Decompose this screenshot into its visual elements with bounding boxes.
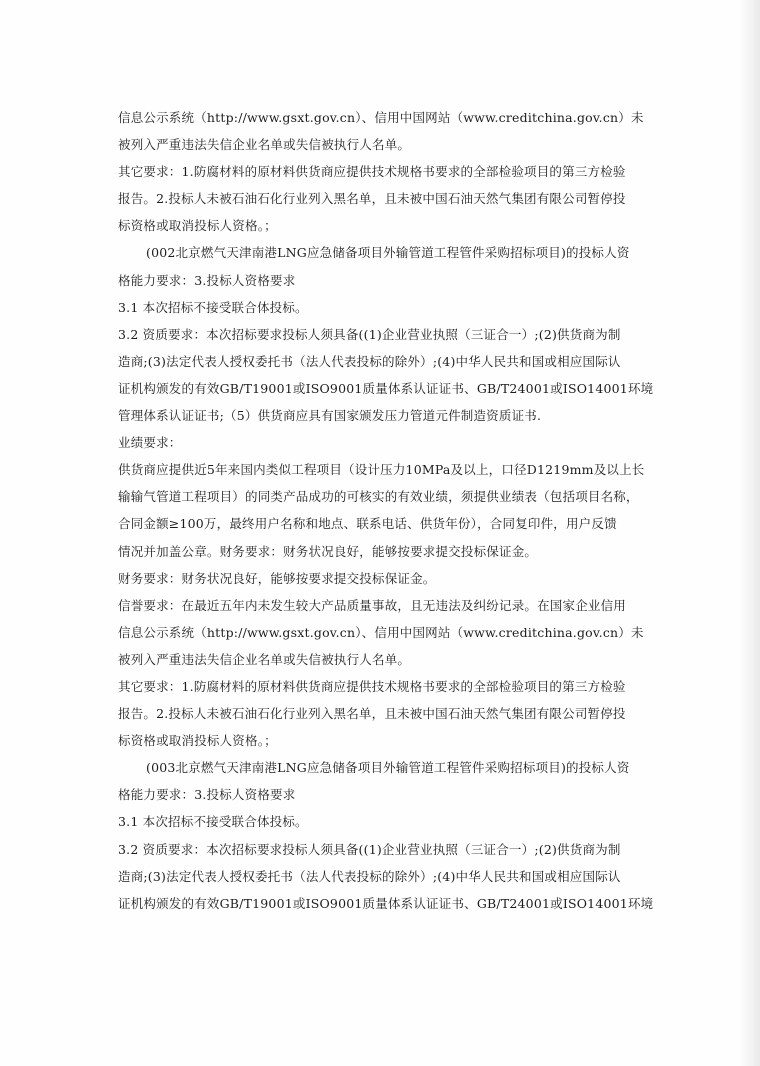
page-edge-shadow	[738, 0, 760, 1066]
text-line: 合同金额≥100万，最终用户名称和地点、联系电话、供货年份），合同复印件，用户反馈	[118, 516, 617, 532]
text-line: 供货商应提供近5年来国内类似工程项目（设计压力10MPa及以上，口径D1219mm及以上长	[118, 462, 645, 478]
text-line: 报告。2.投标人未被石油石化行业列入黑名单，且未被中国石油天然气集团有限公司暂停投	[118, 706, 626, 722]
text-line: 报告。2.投标人未被石油石化行业列入黑名单，且未被中国石油天然气集团有限公司暂停投	[118, 191, 626, 207]
text-line: 证机构颁发的有效GB/T19001或ISO9001质量体系认证证书、GB/T24001或ISO14001环境	[118, 895, 654, 911]
text-line: 业绩要求：	[118, 435, 182, 451]
text-line: 其它要求：1.防腐材料的原材料供货商应提供技术规格书要求的全部检验项目的第三方检验	[118, 678, 626, 694]
text-line: 3.2 资质要求：本次招标要求投标人须具备((1)企业营业执照（三证合一）;(2)供货商为制	[118, 326, 621, 342]
text-line: 信息公示系统（http://www.gsxt.gov.cn）、信用中国网站（www.creditchina.gov.cn）未	[118, 624, 644, 640]
text-line: 情况并加盖公章。财务要求：财务状况良好，能够按要求提交投标保证金。	[118, 543, 538, 559]
text-line: 3.2 资质要求：本次招标要求投标人须具备((1)企业营业执照（三证合一）;(2)供货商为制	[118, 841, 621, 857]
text-line: 标资格或取消投标人资格。；	[118, 218, 277, 234]
text-line: 格能力要求：3.投标人资格要求	[118, 272, 296, 288]
text-line: 信誉要求：在最近五年内未发生较大产品质量事故，且无违法及纠纷记录。在国家企业信用	[118, 597, 627, 613]
text-line: 证机构颁发的有效GB/T19001或ISO9001质量体系认证证书、GB/T24001或ISO14001环境	[118, 380, 654, 396]
text-line: 被列入严重违法失信企业名单或失信被执行人名单。	[118, 137, 411, 153]
text-line: 造商;(3)法定代表人授权委托书（法人代表投标的除外）;(4)中华人民共和国或相应国际认	[118, 353, 621, 369]
text-line: 标资格或取消投标人资格。；	[118, 733, 277, 749]
text-line: 3.1 本次招标不接受联合体投标。	[118, 814, 308, 830]
text-line: 格能力要求：3.投标人资格要求	[118, 787, 296, 803]
text-line: 输输气管道工程项目）的同类产品成功的可核实的有效业绩，须提供业绩表（包括项目名称，	[118, 489, 639, 505]
text-line: 被列入严重违法失信企业名单或失信被执行人名单。	[118, 651, 411, 667]
text-line: 管理体系认证证书;（5）供货商应具有国家颁发压力管道元件制造资质证书.	[118, 408, 542, 424]
text-line: (002北京燃气天津南港LNG应急储备项目外输管道工程管件采购招标项目)的投标人资	[146, 245, 630, 261]
text-line: 其它要求：1.防腐材料的原材料供货商应提供技术规格书要求的全部检验项目的第三方检验	[118, 164, 626, 180]
text-line: 信息公示系统（http://www.gsxt.gov.cn）、信用中国网站（www.creditchina.gov.cn）未	[118, 110, 644, 125]
text-line: (003北京燃气天津南港LNG应急储备项目外输管道工程管件采购招标项目)的投标人资	[146, 760, 630, 776]
document-body	[118, 104, 654, 917]
text-line: 造商;(3)法定代表人授权委托书（法人代表投标的除外）;(4)中华人民共和国或相应国际认	[118, 868, 621, 884]
text-line: 3.1 本次招标不接受联合体投标。	[118, 299, 308, 315]
text-line: 财务要求：财务状况良好，能够按要求提交投标保证金。	[118, 570, 436, 586]
